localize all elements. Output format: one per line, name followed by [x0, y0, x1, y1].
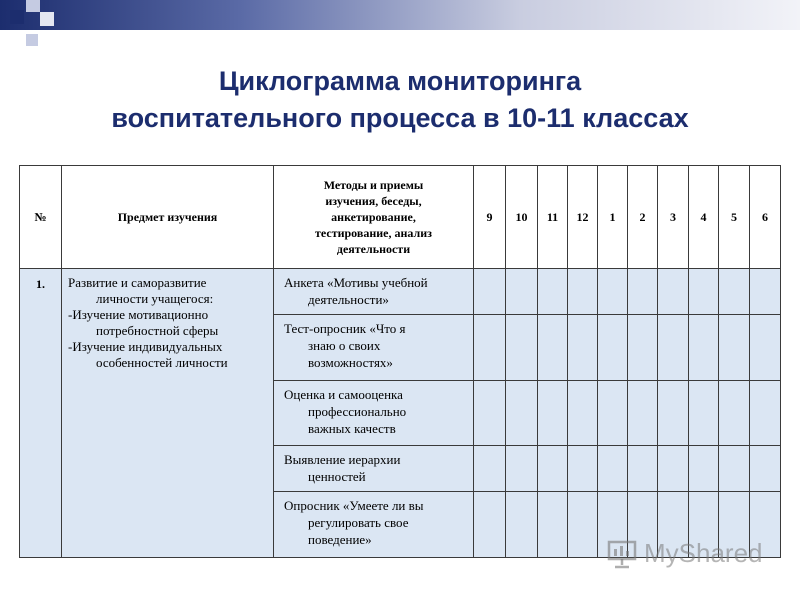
- subject-line: Развитие и саморазвитие: [68, 275, 207, 290]
- subject-line: -Изучение мотивационно: [68, 307, 209, 322]
- month-cell: [506, 381, 538, 446]
- subject-line: особенностей личности: [96, 355, 228, 370]
- month-cell: [598, 381, 628, 446]
- subject-line: -Изучение индивидуальных: [68, 339, 223, 354]
- header-methods-line: изучения, беседы,: [325, 194, 422, 208]
- month-cell: [689, 381, 719, 446]
- month-cell: [568, 492, 598, 558]
- method-line: важных качеств: [308, 421, 396, 436]
- table-row: [20, 269, 781, 315]
- month-cell: [474, 492, 506, 558]
- monitoring-table: [19, 165, 781, 558]
- month-cell: [658, 381, 689, 446]
- header-methods-line: анкетирование,: [331, 210, 416, 224]
- month-cell: [658, 446, 689, 492]
- method-line: Выявление иерархии: [284, 452, 401, 467]
- method-line: Тест-опросник «Что я: [284, 321, 406, 336]
- method-cell: [274, 381, 474, 446]
- method-line: регулировать свое: [308, 515, 409, 530]
- month-cell: [538, 381, 568, 446]
- slide-title: [0, 63, 800, 137]
- month-cell: [538, 492, 568, 558]
- presentation-icon: [606, 537, 638, 569]
- month-cell: [719, 381, 750, 446]
- header-month-6: 6: [750, 166, 781, 269]
- method-line: поведение»: [308, 532, 372, 547]
- month-cell: [689, 315, 719, 381]
- header-methods-line: Методы и приемы: [323, 178, 424, 192]
- month-cell: [568, 381, 598, 446]
- month-cell: [689, 269, 719, 315]
- month-cell: [598, 315, 628, 381]
- header-number: №: [20, 166, 62, 269]
- month-cell: [628, 315, 658, 381]
- method-line: Опросник «Умеете ли вы: [284, 498, 424, 513]
- header-month-11: 11: [538, 166, 568, 269]
- month-cell: [658, 269, 689, 315]
- header-month-2: 2: [628, 166, 658, 269]
- header-month-4: 4: [689, 166, 719, 269]
- header-month-3: 3: [658, 166, 689, 269]
- month-cell: [568, 446, 598, 492]
- method-cell: [274, 315, 474, 381]
- header-month-1: 1: [598, 166, 628, 269]
- method-cell: [274, 492, 474, 558]
- month-cell: [568, 269, 598, 315]
- decorative-square: [26, 0, 40, 12]
- month-cell: [506, 446, 538, 492]
- table-header-row: [20, 166, 781, 269]
- method-line: возможностях»: [308, 355, 393, 370]
- row-subject: [62, 269, 274, 558]
- method-line: профессионально: [308, 404, 407, 419]
- header-month-5: 5: [719, 166, 750, 269]
- month-cell: [750, 381, 781, 446]
- month-cell: [750, 315, 781, 381]
- decorative-square: [26, 34, 38, 46]
- month-cell: [506, 492, 538, 558]
- month-cell: [598, 446, 628, 492]
- slide-title-line-1: Циклограмма мониторинга: [218, 66, 582, 96]
- month-cell: [750, 446, 781, 492]
- watermark-text: MyShared: [644, 538, 763, 568]
- month-cell: [628, 446, 658, 492]
- header-month-9: 9: [474, 166, 506, 269]
- month-cell: [719, 315, 750, 381]
- subject-line: потребностной сферы: [96, 323, 219, 338]
- decorative-square: [10, 10, 24, 24]
- method-line: Анкета «Мотивы учебной: [284, 275, 428, 290]
- header-subject: Предмет изучения: [62, 166, 274, 269]
- method-cell: [274, 446, 474, 492]
- month-cell: [719, 269, 750, 315]
- month-cell: [598, 269, 628, 315]
- month-cell: [474, 269, 506, 315]
- month-cell: [538, 315, 568, 381]
- decorative-top-bar: [0, 0, 800, 30]
- method-cell: [274, 269, 474, 315]
- month-cell: [474, 315, 506, 381]
- watermark: [606, 533, 786, 573]
- row-number: 1.: [20, 269, 62, 558]
- month-cell: [658, 315, 689, 381]
- month-cell: [750, 269, 781, 315]
- month-cell: [538, 269, 568, 315]
- month-cell: [474, 446, 506, 492]
- subject-line: личности учащегося:: [96, 291, 214, 306]
- method-line: деятельности»: [308, 292, 389, 307]
- header-methods-line: тестирование, анализ: [315, 226, 432, 240]
- month-cell: [628, 269, 658, 315]
- header-methods: [274, 166, 474, 269]
- month-cell: [506, 315, 538, 381]
- month-cell: [506, 269, 538, 315]
- month-cell: [689, 446, 719, 492]
- month-cell: [719, 446, 750, 492]
- header-month-10: 10: [506, 166, 538, 269]
- method-line: Оценка и самооценка: [284, 387, 403, 402]
- slide-title-line-2: воспитательного процесса в 10-11 классах: [111, 103, 689, 133]
- month-cell: [538, 446, 568, 492]
- month-cell: [474, 381, 506, 446]
- method-line: знаю о своих: [308, 338, 381, 353]
- method-line: ценностей: [308, 469, 366, 484]
- header-methods-line: деятельности: [336, 242, 411, 256]
- month-cell: [568, 315, 598, 381]
- header-month-12: 12: [568, 166, 598, 269]
- month-cell: [628, 381, 658, 446]
- decorative-square: [40, 12, 54, 26]
